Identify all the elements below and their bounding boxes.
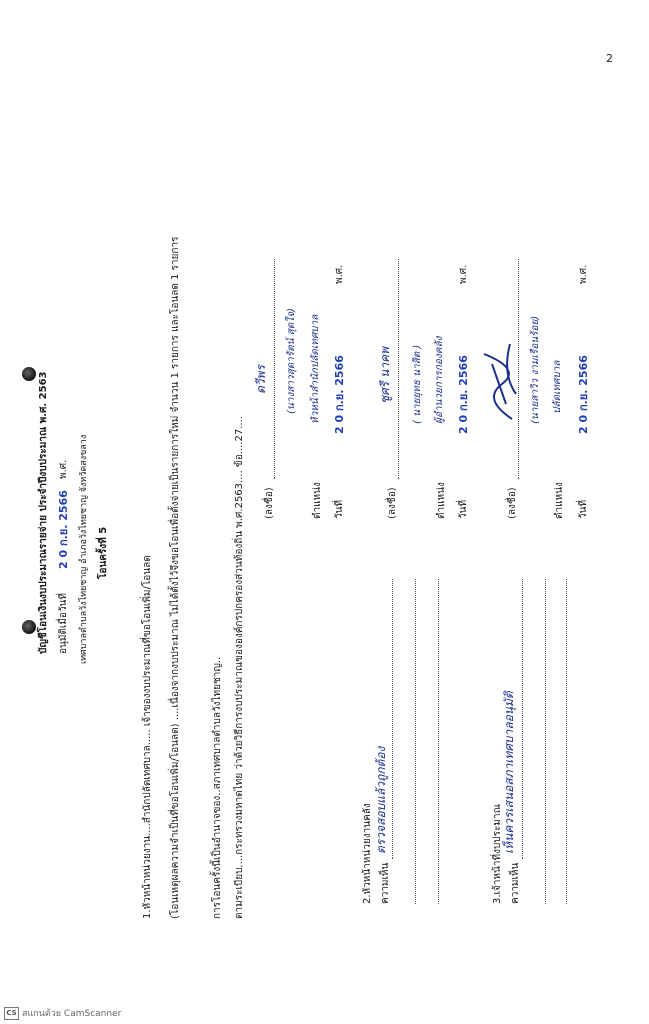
date-suffix: พ.ศ.	[458, 264, 469, 284]
page-number: 2	[606, 52, 613, 65]
opinion-label: ความเห็น	[510, 862, 521, 904]
signature-1: ดวีพร	[254, 365, 268, 394]
signature-3-scribble	[472, 334, 522, 424]
signer-position-2: ผู้อำนวยการกองคลัง	[434, 336, 445, 424]
transfer-number: โอนครั้งที่ 5	[98, 526, 109, 579]
body-line-1: 1.หัวหน้าหน่วยงาน....สำนักปลัดเทศบาล..... เจ้าของงบประมาณที่ขอโอนเพิ่ม/โอนลด	[142, 555, 153, 919]
signer-name-2: ( นายยุทธ นาสิต )	[412, 344, 423, 424]
sign-date-2: 2 0 ก.ย. 2566	[457, 355, 470, 434]
signer-position-3: ปลัดเทศบาล	[552, 360, 563, 414]
approver-opinion: เห็นควรเสนอสภาเทศบาลอนุมัติ	[502, 691, 516, 854]
date-suffix: พ.ศ.	[578, 264, 589, 284]
signer-name-3: (นายสาวิว งามเรือนร้อย)	[530, 315, 541, 424]
body-line-4: ตามระเบียบ....กระทรวงมหาดไทย ว่าด้วยวิธีการงบประมาณขององค์กรปกครองส่วนท้องถิ่น พ.ศ.2563.... ข้อ....27....	[234, 416, 245, 919]
camscanner-label: สแกนด้วย CamScanner	[22, 1009, 122, 1019]
position-label: ตำแหน่ง	[554, 482, 565, 519]
opinion-label: ความเห็น	[380, 862, 391, 904]
finance-head-label: 2.หัวหน้าหน่วยงานคลัง	[362, 803, 373, 904]
sign-date-3: 2 0 ก.ย. 2566	[577, 355, 590, 434]
sign-label: (ลงชื่อ)	[507, 487, 518, 519]
date-label: วันที่	[334, 499, 345, 519]
signer-name-1: (นางสาวสุดารัตน์ สุดใจ)	[286, 308, 297, 414]
camscanner-watermark	[4, 1006, 121, 1020]
date-label: วันที่	[578, 499, 589, 519]
form-title: บัญชีโอนเงินงบประมาณรายจ่าย ประจำปีงบประมาณ พ.ศ. 2563	[38, 371, 49, 654]
body-line-2: (โอนเหตุผลความจำเป็นที่ขอโอนเพิ่ม/โอนลด) ....เนื่องจากงบประมาณ ไม่ได้ตั้งไว้จึงขอโอนเพื่อตั้งจ่ายเป็นรายการใหม่ จำนวน 1 รายการ และโอนลด 1 รายการ	[170, 236, 181, 919]
sign-label: (ลงชื่อ)	[387, 487, 398, 519]
position-label: ตำแหน่ง	[312, 482, 323, 519]
signer-position-1: หัวหน้าสำนักปลัดเทศบาล	[310, 314, 321, 424]
organization: เทศบาลตำบลวังไทยชาญ อำเภอวังไทยชาญ จังหวัดสงขลาง	[79, 434, 89, 664]
camscanner-logo-icon: CS	[4, 1007, 19, 1020]
sign-date-1: 2 0 ก.ย. 2566	[333, 355, 346, 434]
finance-opinion: ตรวจสอบแล้วถูกต้อง	[374, 746, 388, 854]
signature-2: ชูศรี นาคพ	[378, 347, 392, 404]
approved-prefix: อนุมัติเมื่อวันที่	[58, 593, 69, 654]
date-label: วันที่	[458, 499, 469, 519]
sign-label: (ลงชื่อ)	[264, 487, 275, 519]
approver-head-label: 3.เจ้าหน้าที่งบประมาณ	[492, 804, 503, 904]
approved-date: 2 0 ก.ย. 2566	[57, 490, 70, 569]
body-line-3: การโอนครั้งนี้เป็นอำนาจของ..สภาเทศบาลตำบลวังไทยชาญ..	[212, 656, 223, 919]
date-suffix: พ.ศ.	[334, 264, 345, 284]
position-label: ตำแหน่ง	[436, 482, 447, 519]
approved-suffix: พ.ศ.	[58, 459, 69, 479]
